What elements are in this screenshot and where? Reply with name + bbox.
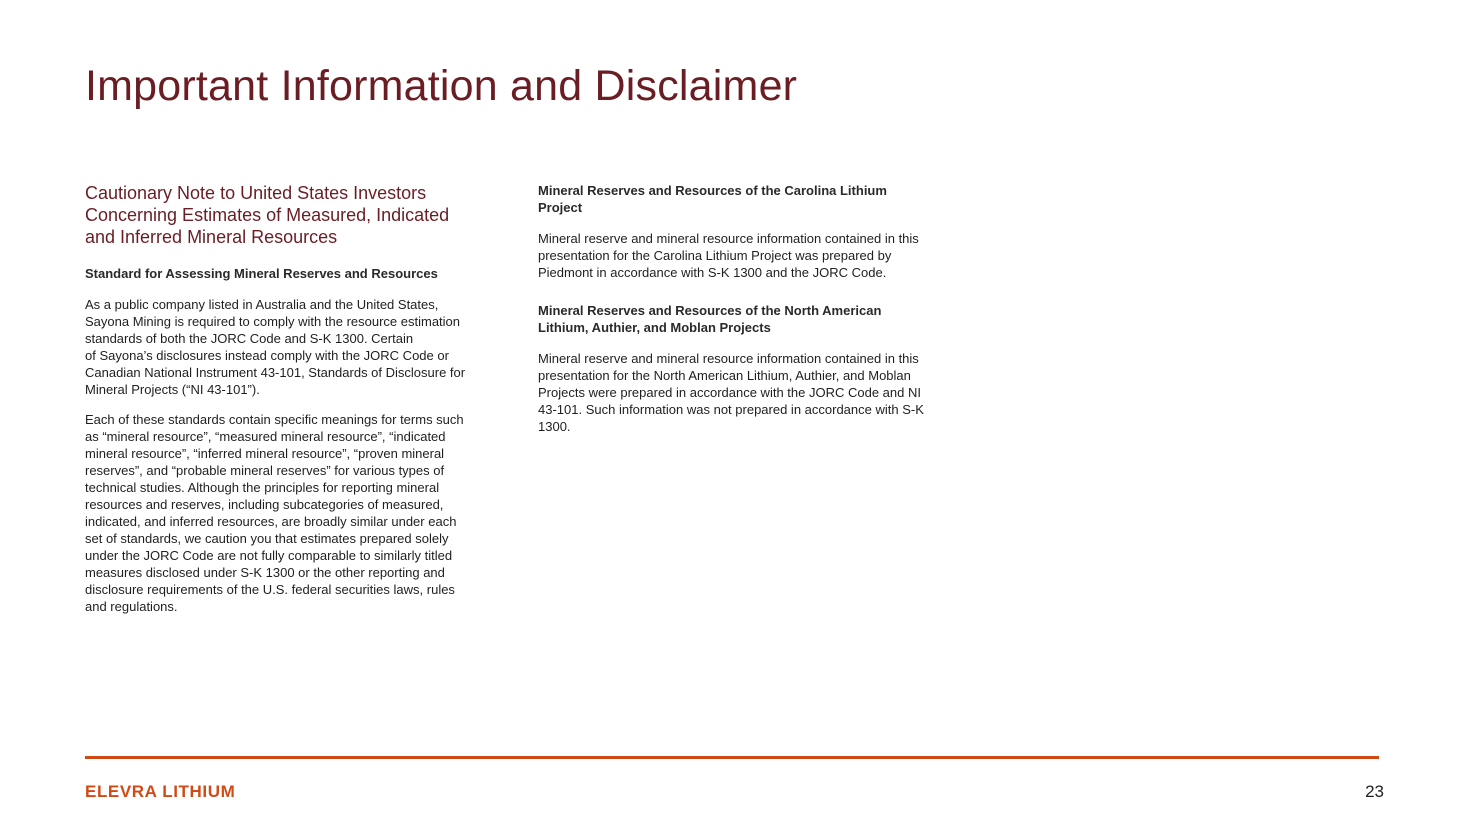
brand-name: ELEVRA LITHIUM [85, 782, 236, 801]
standards-meanings-paragraph: Each of these standards contain specific meanings for terms such as “mineral resource”, “measured mineral resource”, “indicated mineral resource”, “inferred mineral resource”, “proven mineral reserves”, and “probable mineral reserves” for various types of technical studies. Although the principles for reporting mineral resources and reserves, including subcategories of measured, indicated, and inferred resources, are broadly similar under each set of standards, we caution you that estimates prepared solely under the JORC Code are not fully comparable to similarly titled measures disclosed under S-K 1300 or the other reporting and disclosure requirements of the U.S. federal securities laws, rules and regulations. [85, 412, 464, 614]
paragraph-line: of Sayona’s disclosures instead comply with the JORC Code or Canadian National Instrument 43-101, Standards of Disclosure for Mineral Projects (“NI 43-101”). [85, 348, 466, 397]
cautionary-note-heading: Cautionary Note to United States Investors Concerning Estimates of Measured, Indicated and Inferred Mineral Resources [85, 183, 450, 247]
right-column [538, 182, 930, 456]
left-column [85, 182, 470, 628]
page-title: Important Information and Disclaimer [85, 62, 798, 110]
public-company-paragraph [85, 296, 470, 398]
carolina-lithium-heading: Mineral Reserves and Resources of the Carolina Lithium Project [538, 183, 887, 215]
footer-divider [85, 756, 1379, 759]
carolina-lithium-paragraph: Mineral reserve and mineral resource information contained in this presentation for the Carolina Lithium Project was prepared by Piedmont in accordance with S-K 1300 and the JORC Code. [538, 231, 919, 280]
north-american-lithium-paragraph: Mineral reserve and mineral resource information contained in this presentation for the North American Lithium, Authier, and Moblan Projects were prepared in accordance with the JORC Code and NI 43-101. Such information was not prepared in accordance with S-K 1300. [538, 351, 924, 434]
north-american-lithium-heading: Mineral Reserves and Resources of the North American Lithium, Authier, and Moblan Projects [538, 303, 882, 335]
paragraph-line: As a public company listed in Australia and the United States, Sayona Mining is required to comply with the resource estimation standards of both the JORC Code and S-K 1300. Certain [85, 297, 461, 346]
standard-assessing-heading: Standard for Assessing Mineral Reserves and Resources [85, 266, 438, 281]
page-number: 23 [1365, 782, 1384, 801]
